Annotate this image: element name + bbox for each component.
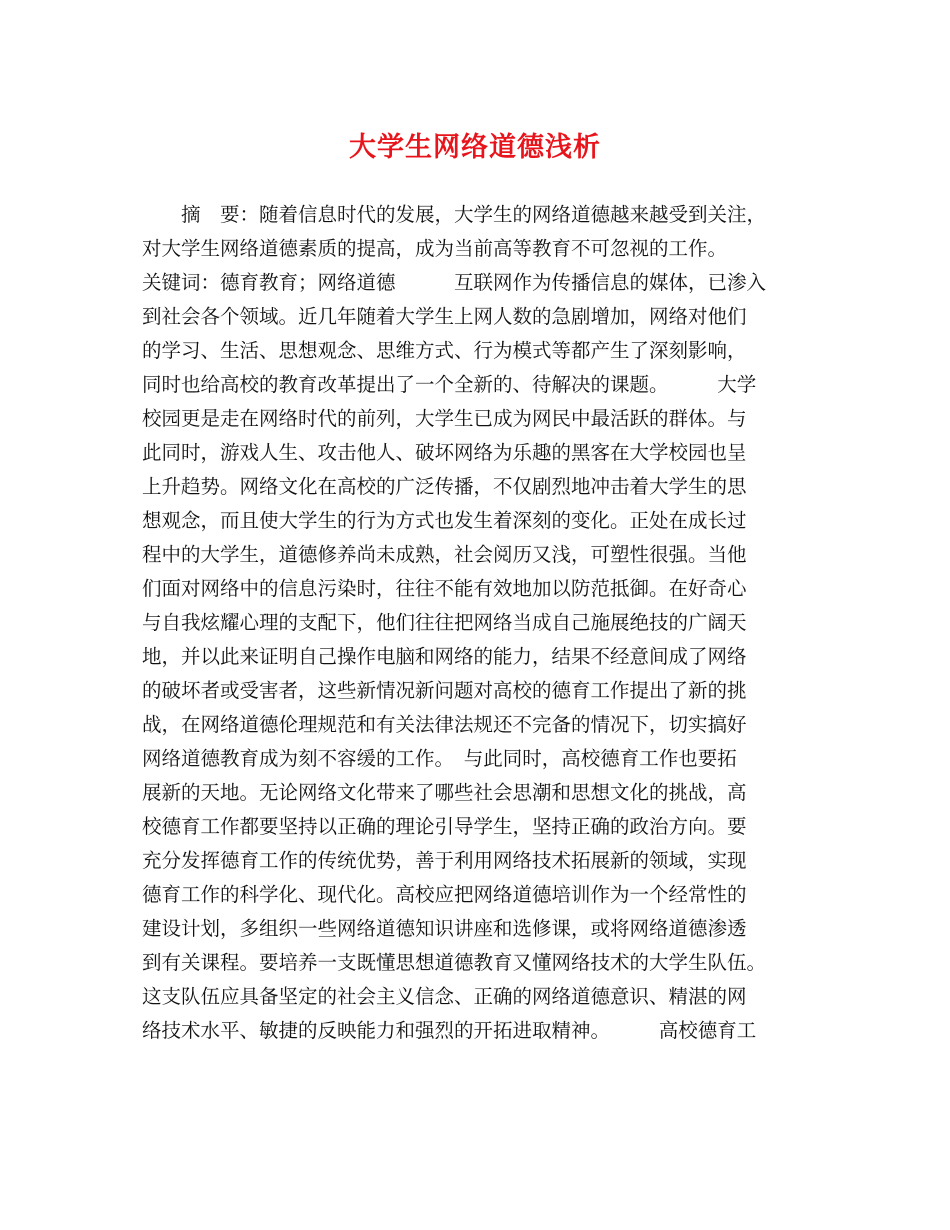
- text-line: 关键词：德育教育；网络道德 互联网作为传播信息的媒体，已渗入: [142, 271, 767, 294]
- text-line: 地，并以此来证明自己操作电脑和网络的能力，结果不经意间成了网络: [142, 645, 747, 668]
- text-line: 的破坏者或受害者，这些新情况新问题对高校的德育工作提出了新的挑: [142, 679, 747, 702]
- text-line: 的学习、生活、思想观念、思维方式、行为模式等都产生了深刻影响，: [142, 339, 747, 362]
- text-line: 络技术水平、敏捷的反映能力和强烈的开拓进取精神。 高校德育工: [142, 1019, 757, 1042]
- document-body: [142, 198, 832, 1048]
- text-line: 校园更是走在网络时代的前列，大学生已成为网民中最活跃的群体。与: [142, 407, 747, 430]
- text-line: 展新的天地。无论网络文化带来了哪些社会思潮和思想文化的挑战，高: [142, 781, 747, 804]
- text-line: 摘 要：随着信息时代的发展，大学生的网络道德越来越受到关注，: [142, 203, 767, 226]
- text-line: 到社会各个领域。近几年随着大学生上网人数的急剧增加，网络对他们: [142, 305, 747, 328]
- text-line: 上升趋势。网络文化在高校的广泛传播，不仅剧烈地冲击着大学生的思: [142, 475, 747, 498]
- text-line: 这支队伍应具备坚定的社会主义信念、正确的网络道德意识、精湛的网: [142, 985, 747, 1008]
- text-line: 到有关课程。要培养一支既懂思想道德教育又懂网络技术的大学生队伍。: [142, 951, 767, 974]
- text-line: 充分发挥德育工作的传统优势，善于利用网络技术拓展新的领域，实现: [142, 849, 747, 872]
- text-line: 此同时，游戏人生、攻击他人、破坏网络为乐趣的黑客在大学校园也呈: [142, 441, 747, 464]
- text-line: 建设计划，多组织一些网络道德知识讲座和选修课，或将网络道德渗透: [142, 917, 747, 940]
- text-line: 网络道德教育成为刻不容缓的工作。 与此同时，高校德育工作也要拓: [142, 747, 737, 770]
- text-line: 程中的大学生，道德修养尚未成熟，社会阅历又浅，可塑性很强。当他: [142, 543, 747, 566]
- text-line: 同时也给高校的教育改革提出了一个全新的、待解决的课题。 大学: [142, 373, 757, 396]
- text-line: 德育工作的科学化、现代化。高校应把网络道德培训作为一个经常性的: [142, 883, 747, 906]
- text-line: 与自我炫耀心理的支配下，他们往往把网络当成自己施展绝技的广阔天: [142, 611, 747, 634]
- text-line: 想观念，而且使大学生的行为方式也发生着深刻的变化。正处在成长过: [142, 509, 747, 532]
- text-line: 战，在网络道德伦理规范和有关法律法规还不完备的情况下，切实搞好: [142, 713, 747, 736]
- text-line: 们面对网络中的信息污染时，往往不能有效地加以防范抵御。在好奇心: [142, 577, 747, 600]
- document-title: 大学生网络道德浅析: [349, 132, 601, 163]
- text-line: 对大学生网络道德素质的提高，成为当前高等教育不可忽视的工作。: [142, 237, 728, 260]
- text-line: 校德育工作都要坚持以正确的理论引导学生，坚持正确的政治方向。要: [142, 815, 747, 838]
